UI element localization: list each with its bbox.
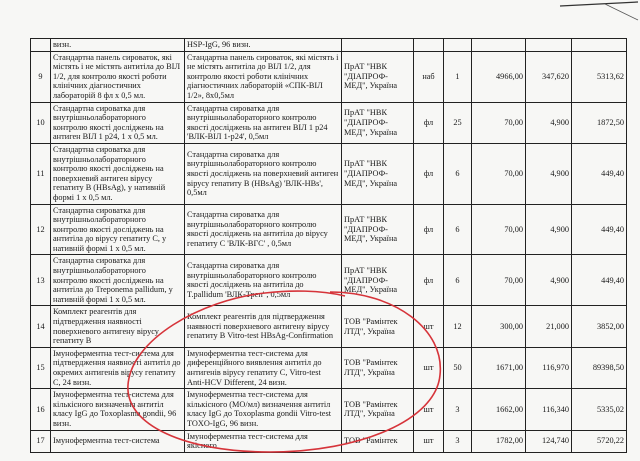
cell-total xyxy=(572,39,627,52)
cell-qty: 6 xyxy=(444,143,472,204)
cell-desc: Стандартна сироватка для внутрішньолабораторного контролю якості досліджень на поверхневий антиген вірусу гепатиту В (HBsAg) 'ВЛК-HBs', 0,5мл xyxy=(185,143,342,204)
cell-vat: 4,900 xyxy=(526,102,572,143)
cell-mfr: ПрАТ "НВК "ДІАПРОФ-МЕД", Україна xyxy=(342,204,414,255)
cell-unit: шт xyxy=(414,389,444,430)
table-row xyxy=(31,430,627,452)
table-row xyxy=(31,389,627,430)
table-row xyxy=(31,204,627,255)
cell-n: 10 xyxy=(31,102,51,143)
cell-mfr: ТОВ "Рамінтек ЛТД", Україна xyxy=(342,347,414,388)
cell-qty: 12 xyxy=(444,306,472,347)
cell-qty: 3 xyxy=(444,389,472,430)
cell-desc: Імуноферментна тест-система для якісного xyxy=(185,430,342,452)
cell-n: 15 xyxy=(31,347,51,388)
cell-desc: Імуноферментна тест-система для кількісного (МО/мл) визначення антитіл класу IgG до Toxoplasma gondii Vitro-test TOXO-IgG, 96 визн. xyxy=(185,389,342,430)
cell-unit xyxy=(414,39,444,52)
cell-name: Імуноферментна тест-система для підтвердження наявності антитіл до окремих антигенів вірусу гепатиту С, 24 визн. xyxy=(51,347,185,388)
cell-vat: 116,340 xyxy=(526,389,572,430)
cell-name: визн. xyxy=(51,39,185,52)
cell-desc: Стандартна сироватка для внутрішньолабораторного контролю якості досліджень на антитіла до вірусу гепатиту С 'ВЛК-ВГС' , 0,5мл xyxy=(185,204,342,255)
table-row xyxy=(31,51,627,102)
cell-name: Імуноферментна тест-система xyxy=(51,430,185,452)
cell-qty xyxy=(444,39,472,52)
cell-mfr: ПрАТ "НВК "ДІАПРОФ-МЕД", Україна xyxy=(342,51,414,102)
cell-desc: Стандартна сироватка для внутрішньолабораторного контролю якості досліджень на антитіла до T.pallidum 'ВЛК-Треп' , 0,5мл xyxy=(185,255,342,306)
cell-vat: 124,740 xyxy=(526,430,572,452)
table-row xyxy=(31,39,627,52)
cell-unit: фл xyxy=(414,204,444,255)
cell-price: 1662,00 xyxy=(472,389,526,430)
cell-n xyxy=(31,39,51,52)
table-row xyxy=(31,102,627,143)
cell-mfr: ТОВ "Рамінтек ЛТД", Україна xyxy=(342,306,414,347)
cell-price: 4966,00 xyxy=(472,51,526,102)
cell-vat xyxy=(526,39,572,52)
cell-n: 9 xyxy=(31,51,51,102)
cell-unit: шт xyxy=(414,306,444,347)
cell-price: 70,00 xyxy=(472,204,526,255)
cell-mfr: ТОВ "Рамінтек ЛТД", Україна xyxy=(342,389,414,430)
cell-price: 70,00 xyxy=(472,143,526,204)
cell-n: 13 xyxy=(31,255,51,306)
cell-total: 449,40 xyxy=(572,143,627,204)
cell-desc: Стандартна сироватка для внутрішньолабораторного контролю якості досліджень на антиген ВІЛ 1 р24 'ВЛК-ВІЛ 1-р24', 0,5мл xyxy=(185,102,342,143)
cell-price: 70,00 xyxy=(472,255,526,306)
cell-total: 5720,22 xyxy=(572,430,627,452)
procurement-table xyxy=(30,38,627,453)
cell-total: 449,40 xyxy=(572,204,627,255)
cell-n: 16 xyxy=(31,389,51,430)
cell-mfr: ПрАТ "НВК "ДІАПРОФ-МЕД", Україна xyxy=(342,255,414,306)
cell-unit: наб xyxy=(414,51,444,102)
cell-qty: 1 xyxy=(444,51,472,102)
cell-vat: 4,900 xyxy=(526,255,572,306)
cell-name: Стандартна сироватка для внутрішньолабораторного контролю якості досліджень на антитіла до Treponema pallidum, у нативній формі 1 х 0,5 мл. xyxy=(51,255,185,306)
cell-mfr: ТОВ "Рамінтек xyxy=(342,430,414,452)
cell-vat: 4,900 xyxy=(526,204,572,255)
cell-desc: Імуноферментна тест-система для диференційного виявлення антитіл до антигенів вірусу гепатиту С, Vitro-test Anti-HCV Different, 24 визн. xyxy=(185,347,342,388)
cell-mfr: ПрАТ "НВК "ДІАПРОФ-МЕД", Україна xyxy=(342,102,414,143)
cell-n: 14 xyxy=(31,306,51,347)
cell-price: 300,00 xyxy=(472,306,526,347)
cell-price: 1671,00 xyxy=(472,347,526,388)
cell-total: 3852,00 xyxy=(572,306,627,347)
cell-desc: Комплект реагентів для підтвердження наявності поверхневого антигену вірусу гепатиту В Vitro-test HBsAg-Confirmation xyxy=(185,306,342,347)
table-row xyxy=(31,347,627,388)
cell-qty: 6 xyxy=(444,204,472,255)
cell-total: 449,40 xyxy=(572,255,627,306)
cell-unit: шт xyxy=(414,347,444,388)
cell-unit: фл xyxy=(414,102,444,143)
page-corner-mark xyxy=(550,0,640,30)
cell-n: 11 xyxy=(31,143,51,204)
cell-price: 1782,00 xyxy=(472,430,526,452)
cell-vat: 21,000 xyxy=(526,306,572,347)
cell-unit: фл xyxy=(414,255,444,306)
cell-name: Комплект реагентів для підтвердження наявності поверхневого антигену вірусу гепатиту В xyxy=(51,306,185,347)
cell-name: Стандартна сироватка для внутрішньолабораторного контролю якості досліджень на поверхневий антиген вірусу гепатиту В (HBsAg), у нативній формі 1 х 0,5 мл. xyxy=(51,143,185,204)
cell-qty: 6 xyxy=(444,255,472,306)
cell-total: 1872,50 xyxy=(572,102,627,143)
cell-n: 17 xyxy=(31,430,51,452)
cell-qty: 3 xyxy=(444,430,472,452)
cell-vat: 347,620 xyxy=(526,51,572,102)
cell-name: Стандартна панель сироваток, які містять і не містять антитіла до ВІЛ 1/2, для контролю якості роботи клінічних діагностичних лабораторій 8 фл х 0,5 мл. xyxy=(51,51,185,102)
cell-price xyxy=(472,39,526,52)
cell-n: 12 xyxy=(31,204,51,255)
cell-vat: 4,900 xyxy=(526,143,572,204)
cell-name: Стандартна сироватка для внутрішньолабораторного контролю якості досліджень на антиген ВІЛ 1 р24, 1 х 0,5 мл. xyxy=(51,102,185,143)
cell-total: 5335,02 xyxy=(572,389,627,430)
table-row xyxy=(31,306,627,347)
cell-vat: 116,970 xyxy=(526,347,572,388)
cell-unit: фл xyxy=(414,143,444,204)
cell-name: Імуноферментна тест-система для кількісного визначення антитіл класу IgG до Toxoplasma gondii, 96 визн. xyxy=(51,389,185,430)
cell-desc: HSP-IgG, 96 визн. xyxy=(185,39,342,52)
cell-price: 70,00 xyxy=(472,102,526,143)
cell-desc: Стандартна панель сироваток, які містять і не містять антитіла до ВІЛ 1/2, для контролю якості роботи клінічних діагностичних лабораторій «СПК-ВІЛ 1/2», 8х0,5мл xyxy=(185,51,342,102)
table-row xyxy=(31,143,627,204)
cell-unit: шт xyxy=(414,430,444,452)
cell-mfr: ПрАТ "НВК "ДІАПРОФ-МЕД", Україна xyxy=(342,143,414,204)
cell-qty: 50 xyxy=(444,347,472,388)
cell-qty: 25 xyxy=(444,102,472,143)
cell-name: Стандартна сироватка для внутрішньолабораторного контролю якості досліджень на антитіла до вірусу гепатиту С, у нативній формі 1 х 0,5 мл. xyxy=(51,204,185,255)
cell-total: 5313,62 xyxy=(572,51,627,102)
cell-mfr xyxy=(342,39,414,52)
cell-total: 89398,50 xyxy=(572,347,627,388)
table-row xyxy=(31,255,627,306)
